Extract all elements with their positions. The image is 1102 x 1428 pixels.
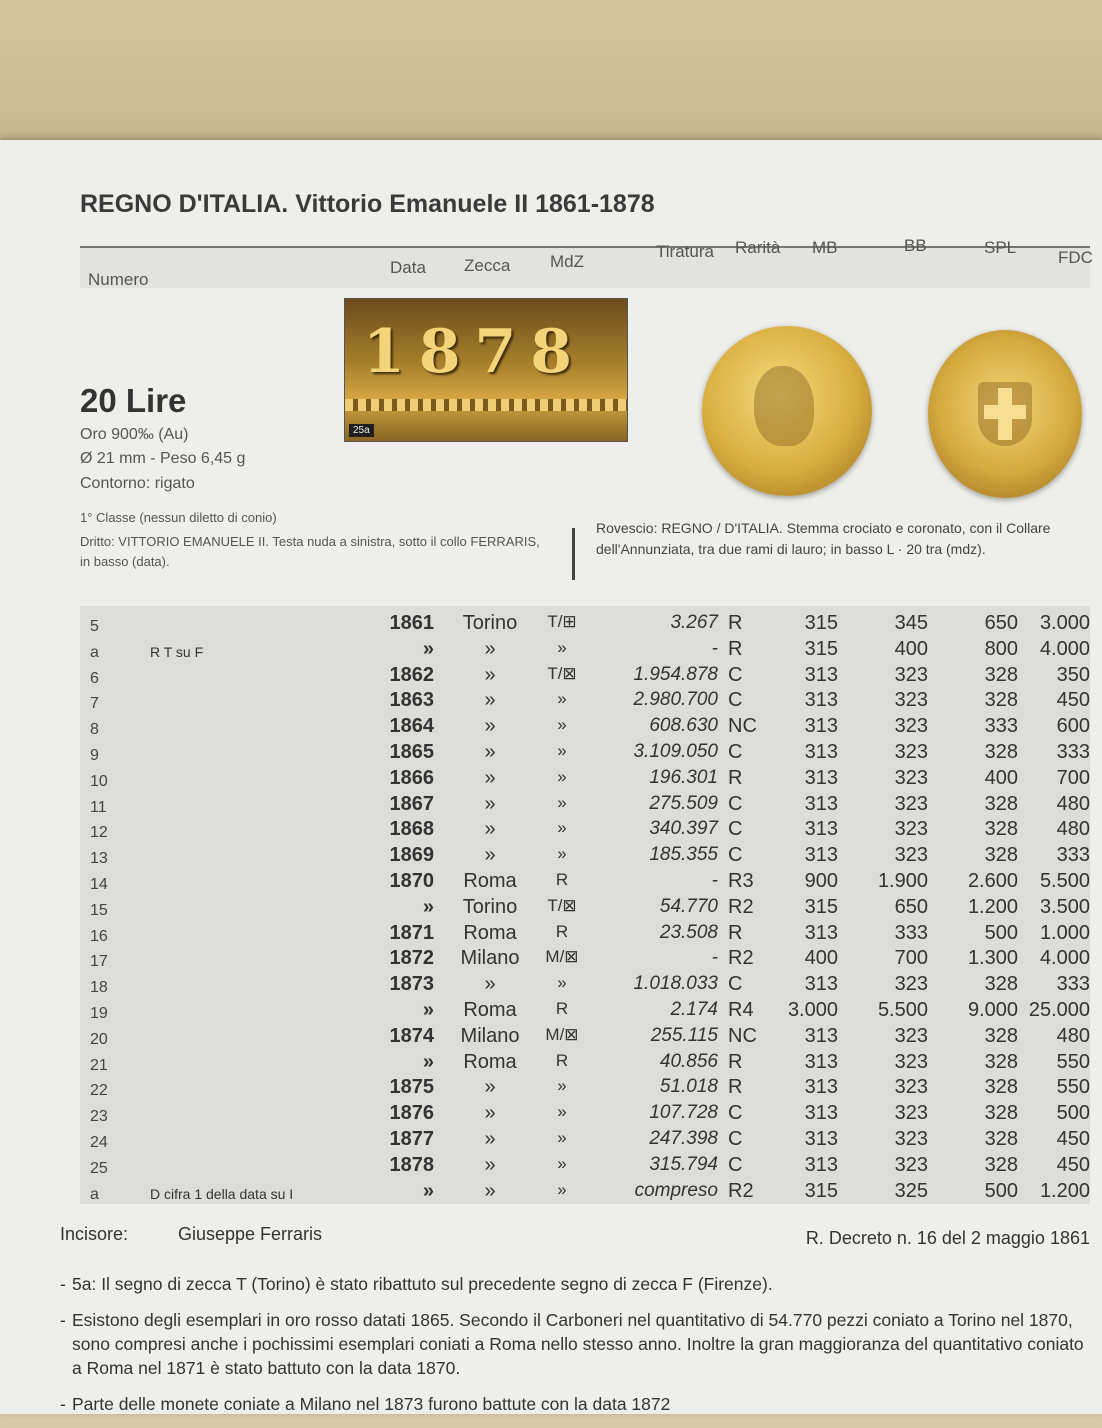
cell-mb: 313: [804, 793, 838, 815]
cell-mb: 313: [804, 1025, 838, 1047]
cell-data: 1870: [389, 870, 434, 892]
cell-mdz: T/⊠: [547, 664, 577, 683]
cell-spl: 500: [984, 922, 1018, 944]
table-row: [80, 638, 1090, 664]
cell-mb: 313: [804, 973, 838, 995]
cell-spl: 1.200: [967, 896, 1018, 918]
col-mdz: MdZ: [550, 252, 584, 271]
cell-spl: 650: [984, 612, 1018, 634]
cell-mdz: T/⊠: [547, 896, 577, 915]
cell-tir: -: [711, 947, 718, 968]
cell-mdz: T/⊞: [547, 612, 577, 631]
cell-bb: 325: [894, 1180, 928, 1202]
cell-num: 11: [90, 799, 107, 816]
cell-mdz: »: [557, 818, 567, 837]
cell-mb: 313: [804, 1102, 838, 1124]
cell-num: 22: [90, 1082, 108, 1099]
cell-zecca: »: [484, 664, 496, 686]
cell-mb: 315: [804, 638, 838, 660]
cell-fdc: 700: [1056, 767, 1090, 789]
cell-bb: 323: [894, 664, 928, 686]
note-item: - Esistono degli esemplari in oro rosso datati 1865. Secondo il Carboneri nel quantitativo di 54.770 pezzi coniato a Torino nel 1870, sono compresi anche i pochissimi esemplari coniati a Roma nello stesso anno. Inoltre la gran maggioranza del quantitativo coniato a Roma nel 1871 è stato battuto con la data 1870.: [60, 1308, 1096, 1380]
table-row: [80, 1154, 1090, 1180]
cell-mb: 315: [804, 896, 838, 918]
cell-zecca: Torino: [462, 896, 518, 918]
cell-zecca: »: [484, 1076, 496, 1098]
cell-spl: 328: [984, 973, 1018, 995]
col-tiratura: Tiratura: [656, 242, 714, 261]
table-row: [80, 1025, 1090, 1051]
cell-mdz: »: [557, 1180, 567, 1199]
cell-zecca: »: [484, 767, 496, 789]
cell-mb: 313: [804, 1154, 838, 1176]
cell-zecca: »: [484, 689, 496, 711]
cell-bb: 323: [894, 1025, 928, 1047]
cell-rar: C: [728, 973, 743, 995]
table-row: [80, 818, 1090, 844]
cell-fdc: 480: [1056, 818, 1090, 840]
reverse-description: Rovescio: REGNO / D'ITALIA. Stemma crociato e coronato, con il Collare dell'Annunziata, tra due rami di lauro; in basso L · 20 tra (mdz).: [596, 520, 1051, 557]
cell-data: »: [422, 638, 434, 660]
cell-num: 13: [90, 850, 108, 867]
cell-mb: 400: [804, 947, 838, 969]
note-item: - Parte delle monete coniate a Milano nel 1873 furono battute con la data 1872: [60, 1392, 1096, 1416]
cell-rar: C: [728, 1128, 743, 1150]
photo-tag: 25a: [349, 424, 374, 437]
cell-fdc: 450: [1056, 1128, 1090, 1150]
table-row: [80, 767, 1090, 793]
cell-data: 1874: [389, 1025, 434, 1047]
cell-bb: 323: [894, 1128, 928, 1150]
cell-mdz: R: [555, 922, 569, 941]
table-row: [80, 1102, 1090, 1128]
cell-num: 19: [90, 1005, 108, 1022]
cell-zecca: »: [484, 715, 496, 737]
cell-num: 23: [90, 1108, 108, 1125]
cell-note: D cifra 1 della data su I: [150, 1186, 294, 1202]
king-portrait-icon: [754, 366, 814, 446]
cell-data: »: [422, 1180, 434, 1202]
cell-num: 16: [90, 928, 108, 945]
cell-mdz: »: [557, 973, 567, 992]
cell-zecca: »: [484, 818, 496, 840]
col-mb: MB: [812, 238, 838, 257]
cell-fdc: 25.000: [1028, 999, 1090, 1021]
cell-tir: 255.115: [650, 1025, 718, 1046]
cell-fdc: 333: [1056, 844, 1090, 866]
cell-zecca: »: [484, 741, 496, 763]
cell-rar: R3: [728, 870, 754, 892]
cross-horizontal: [984, 405, 1026, 419]
cell-num: 24: [90, 1134, 108, 1151]
cell-tir: 275.509: [649, 793, 718, 814]
cell-data: 1868: [389, 818, 434, 840]
cell-spl: 333: [984, 715, 1018, 737]
cell-rar: R: [728, 1051, 743, 1073]
table-row: [80, 947, 1090, 973]
cell-tir: 54.770: [659, 896, 718, 917]
class-line: 1° Classe (nessun diletto di conio): [80, 510, 277, 525]
table-row: [80, 999, 1090, 1025]
cell-zecca: Roma: [463, 1051, 517, 1073]
cell-fdc: 3.000: [1039, 612, 1090, 634]
cell-mb: 313: [804, 689, 838, 711]
cell-rar: C: [728, 689, 743, 711]
cell-mb: 313: [804, 844, 838, 866]
cell-bb: 323: [894, 1051, 928, 1073]
cell-tir: 315.794: [649, 1154, 718, 1175]
cell-data: 1872: [389, 947, 434, 969]
cell-data: 1863: [389, 689, 434, 711]
cell-rar: R: [728, 612, 743, 634]
cell-data: 1865: [389, 741, 434, 763]
cell-tir: 247.398: [649, 1128, 718, 1149]
description-divider: [572, 528, 575, 580]
cell-num: 20: [90, 1031, 108, 1048]
cell-mb: 313: [804, 741, 838, 763]
cell-fdc: 3.500: [1039, 896, 1090, 918]
cell-num: 10: [90, 773, 108, 790]
cell-num: 14: [90, 876, 108, 893]
cell-mb: 313: [804, 1128, 838, 1150]
cell-bb: 345: [894, 612, 928, 634]
cell-mb: 313: [804, 767, 838, 789]
cell-fdc: 333: [1056, 973, 1090, 995]
coin-metal: Oro 900‰ (Au): [80, 426, 189, 443]
cell-tir: 3.109.050: [633, 741, 718, 762]
cell-rar: C: [728, 818, 743, 840]
cell-spl: 328: [984, 1128, 1018, 1150]
cell-fdc: 5.500: [1039, 870, 1090, 892]
col-numero: Numero: [88, 270, 149, 289]
col-bb: BB: [904, 236, 927, 255]
engraver-name: Giuseppe Ferraris: [178, 1224, 323, 1244]
cell-spl: 328: [984, 818, 1018, 840]
cell-rar: C: [728, 1154, 743, 1176]
cell-bb: 323: [894, 767, 928, 789]
cell-rar: NC: [728, 715, 757, 737]
cell-data: 1878: [389, 1154, 434, 1176]
cell-spl: 328: [984, 1102, 1018, 1124]
cell-spl: 9.000: [967, 999, 1018, 1021]
cell-mb: 313: [804, 818, 838, 840]
cell-spl: 328: [984, 664, 1018, 686]
cell-mb: 313: [804, 922, 838, 944]
cell-rar: R2: [728, 1180, 754, 1202]
cell-tir: 23.508: [659, 922, 718, 943]
cell-rar: R: [728, 1076, 743, 1098]
cell-mdz: R: [555, 999, 569, 1018]
cell-note: R T su F: [150, 644, 204, 660]
cell-tir: 1.954.878: [633, 664, 718, 685]
note-item: - 5a: Il segno di zecca T (Torino) è stato ribattuto sul precedente segno di zecca F (Firenze).: [60, 1272, 1096, 1296]
cell-rar: C: [728, 793, 743, 815]
cell-num: 17: [90, 953, 108, 970]
table-row: [80, 973, 1090, 999]
cell-mdz: M/⊠: [545, 947, 579, 966]
cell-rar: C: [728, 844, 743, 866]
cell-bb: 1.900: [877, 870, 928, 892]
cell-zecca: Roma: [463, 999, 517, 1021]
cell-zecca: »: [484, 793, 496, 815]
cell-zecca: »: [484, 844, 496, 866]
cell-zecca: »: [484, 1128, 496, 1150]
cell-bb: 323: [894, 741, 928, 763]
cell-data: »: [422, 1051, 434, 1073]
cell-tir: 51.018: [659, 1076, 718, 1097]
cell-tir: 608.630: [649, 715, 718, 736]
cell-zecca: Roma: [463, 870, 517, 892]
table-row: [80, 844, 1090, 870]
cell-num: 5: [90, 618, 99, 635]
cell-zecca: »: [484, 1154, 496, 1176]
cell-rar: NC: [728, 1025, 757, 1047]
col-zecca: Zecca: [464, 256, 511, 275]
photo-date-digits: 1878: [363, 317, 586, 387]
cell-fdc: 450: [1056, 689, 1090, 711]
col-data: Data: [390, 258, 426, 277]
cell-mdz: »: [557, 1076, 567, 1095]
cell-rar: R2: [728, 896, 754, 918]
royal-decree: R. Decreto n. 16 del 2 maggio 1861: [805, 1228, 1090, 1248]
cell-mdz: R: [555, 1051, 569, 1070]
cell-rar: R: [728, 767, 743, 789]
table-row: [80, 870, 1090, 896]
cell-tir: 340.397: [649, 818, 718, 839]
cell-tir: 107.728: [649, 1102, 718, 1123]
cell-zecca: Milano: [460, 947, 520, 969]
cell-bb: 700: [894, 947, 928, 969]
cell-mb: 900: [804, 870, 838, 892]
cell-zecca: »: [484, 638, 496, 660]
cell-num: 7: [90, 695, 99, 712]
cell-tir: 3.267: [670, 612, 718, 633]
cell-num: a: [90, 1186, 99, 1203]
cell-mdz: »: [557, 1102, 567, 1121]
coin-obverse-image: [702, 326, 872, 496]
photo-bead-border: [345, 399, 627, 411]
cell-num: 18: [90, 979, 108, 996]
cell-tir: 2.174: [670, 999, 718, 1020]
cell-zecca: »: [484, 973, 496, 995]
cell-data: »: [422, 896, 434, 918]
cell-mb: 313: [804, 715, 838, 737]
cell-spl: 328: [984, 1025, 1018, 1047]
cell-mdz: »: [557, 1128, 567, 1147]
cell-tir: 185.355: [649, 844, 718, 865]
cell-rar: R: [728, 638, 743, 660]
cell-num: 21: [90, 1057, 108, 1074]
cell-bb: 650: [894, 896, 928, 918]
table-row: [80, 1051, 1090, 1077]
cell-data: 1875: [389, 1076, 434, 1098]
cell-bb: 400: [894, 638, 928, 660]
cell-data: »: [422, 999, 434, 1021]
table-row: [80, 664, 1090, 690]
coin-reverse-image: [928, 330, 1082, 498]
table-row: [80, 715, 1090, 741]
cell-spl: 1.300: [967, 947, 1018, 969]
cell-zecca: Milano: [460, 1025, 520, 1047]
cell-mdz: M/⊠: [545, 1025, 579, 1044]
cell-spl: 328: [984, 689, 1018, 711]
cell-fdc: 4.000: [1039, 947, 1090, 969]
cell-bb: 323: [894, 973, 928, 995]
col-fdc: FDC: [1058, 248, 1093, 267]
date-closeup-photo: [344, 298, 628, 442]
cell-zecca: »: [484, 1180, 496, 1202]
cell-fdc: 480: [1056, 793, 1090, 815]
col-rarita: Rarità: [735, 238, 781, 257]
cell-data: 1877: [389, 1128, 434, 1150]
cell-spl: 328: [984, 1051, 1018, 1073]
cell-fdc: 1.000: [1039, 922, 1090, 944]
cell-mb: 315: [804, 1180, 838, 1202]
cell-mb: 315: [804, 612, 838, 634]
cell-mdz: »: [557, 638, 567, 657]
cell-spl: 800: [984, 638, 1018, 660]
cell-fdc: 350: [1056, 664, 1090, 686]
cell-tir: 40.856: [659, 1051, 718, 1072]
notes-section: [60, 1272, 1096, 1428]
cell-mb: 313: [804, 1051, 838, 1073]
cell-tir: -: [711, 638, 718, 659]
cell-data: 1861: [389, 612, 434, 634]
column-header-bar: [80, 236, 1093, 289]
cell-zecca: »: [484, 1102, 496, 1124]
cell-rar: R: [728, 922, 743, 944]
cell-data: 1869: [389, 844, 434, 866]
cell-fdc: 1.200: [1039, 1180, 1090, 1202]
table-row: [80, 922, 1090, 948]
cell-mdz: »: [557, 767, 567, 786]
cell-mb: 3.000: [787, 999, 838, 1021]
cell-tir: compreso: [634, 1180, 718, 1201]
cell-mdz: »: [557, 793, 567, 812]
cell-data: 1862: [389, 664, 434, 686]
cell-mb: 313: [804, 664, 838, 686]
cell-spl: 400: [984, 767, 1018, 789]
cell-num: 6: [90, 670, 99, 687]
cell-zecca: Roma: [463, 922, 517, 944]
col-spl: SPL: [984, 238, 1017, 257]
cell-data: 1864: [389, 715, 434, 737]
cell-spl: 328: [984, 1154, 1018, 1176]
table-row: [80, 612, 1090, 638]
cell-fdc: 450: [1056, 1154, 1090, 1176]
cell-data: 1873: [389, 973, 434, 995]
table-row: [80, 896, 1090, 922]
cell-tir: -: [711, 870, 718, 891]
coin-size-weight: Ø 21 mm - Peso 6,45 g: [80, 450, 246, 467]
title-bold: REGNO D'ITALIA.: [80, 190, 289, 218]
cell-mdz: »: [557, 844, 567, 863]
cell-fdc: 4.000: [1039, 638, 1090, 660]
table-row: [80, 793, 1090, 819]
cell-num: 12: [90, 824, 108, 841]
cell-bb: 323: [894, 844, 928, 866]
cell-spl: 328: [984, 844, 1018, 866]
cell-data: 1866: [389, 767, 434, 789]
cell-mdz: »: [557, 715, 567, 734]
cell-fdc: 333: [1056, 741, 1090, 763]
table-row: [80, 741, 1090, 767]
cell-rar: R2: [728, 947, 754, 969]
cell-mdz: R: [555, 870, 569, 889]
title-rest: Vittorio Emanuele II 1861-1878: [295, 190, 655, 218]
cell-mdz: »: [557, 689, 567, 708]
cell-tir: 2.980.700: [633, 689, 718, 710]
cell-mb: 313: [804, 1076, 838, 1098]
cell-bb: 333: [894, 922, 928, 944]
cell-num: a: [90, 644, 99, 661]
cell-spl: 500: [984, 1180, 1018, 1202]
cell-mdz: »: [557, 1154, 567, 1173]
cell-rar: C: [728, 664, 743, 686]
table-row: [80, 689, 1090, 715]
cell-num: 9: [90, 747, 99, 764]
cell-num: 25: [90, 1160, 108, 1177]
cell-fdc: 550: [1056, 1051, 1090, 1073]
cell-num: 15: [90, 902, 108, 919]
cell-tir: 1.018.033: [633, 973, 718, 994]
cell-bb: 323: [894, 1154, 928, 1176]
cell-spl: 328: [984, 1076, 1018, 1098]
cell-bb: 323: [894, 1102, 928, 1124]
cell-rar: C: [728, 741, 743, 763]
cell-fdc: 480: [1056, 1025, 1090, 1047]
table-row: [80, 1128, 1090, 1154]
cell-bb: 323: [894, 689, 928, 711]
cell-data: 1876: [389, 1102, 434, 1124]
cell-rar: R4: [728, 999, 754, 1021]
engraver-label: Incisore:: [60, 1224, 129, 1244]
cell-num: 8: [90, 721, 99, 738]
cell-mdz: »: [557, 741, 567, 760]
cell-bb: 323: [894, 715, 928, 737]
page-title: [80, 190, 655, 219]
cell-data: 1867: [389, 793, 434, 815]
cell-tir: 196.301: [649, 767, 718, 788]
cell-bb: 323: [894, 818, 928, 840]
cell-bb: 323: [894, 793, 928, 815]
cell-fdc: 550: [1056, 1076, 1090, 1098]
cell-fdc: 600: [1056, 715, 1090, 737]
cell-zecca: Torino: [462, 612, 518, 634]
cell-spl: 328: [984, 741, 1018, 763]
cell-bb: 5.500: [877, 999, 928, 1021]
cell-rar: C: [728, 1102, 743, 1124]
obverse-description: Dritto: VITTORIO EMANUELE II. Testa nuda a sinistra, sotto il collo FERRARIS, in basso (data).: [80, 534, 540, 569]
cell-fdc: 500: [1056, 1102, 1090, 1124]
cell-spl: 328: [984, 793, 1018, 815]
table-row: [80, 1076, 1090, 1102]
table-row: [80, 1180, 1090, 1206]
coin-denomination: 20 Lire: [80, 382, 187, 419]
coin-edge: Contorno: rigato: [80, 475, 195, 492]
cell-data: 1871: [389, 922, 434, 944]
cell-bb: 323: [894, 1076, 928, 1098]
cell-spl: 2.600: [967, 870, 1018, 892]
